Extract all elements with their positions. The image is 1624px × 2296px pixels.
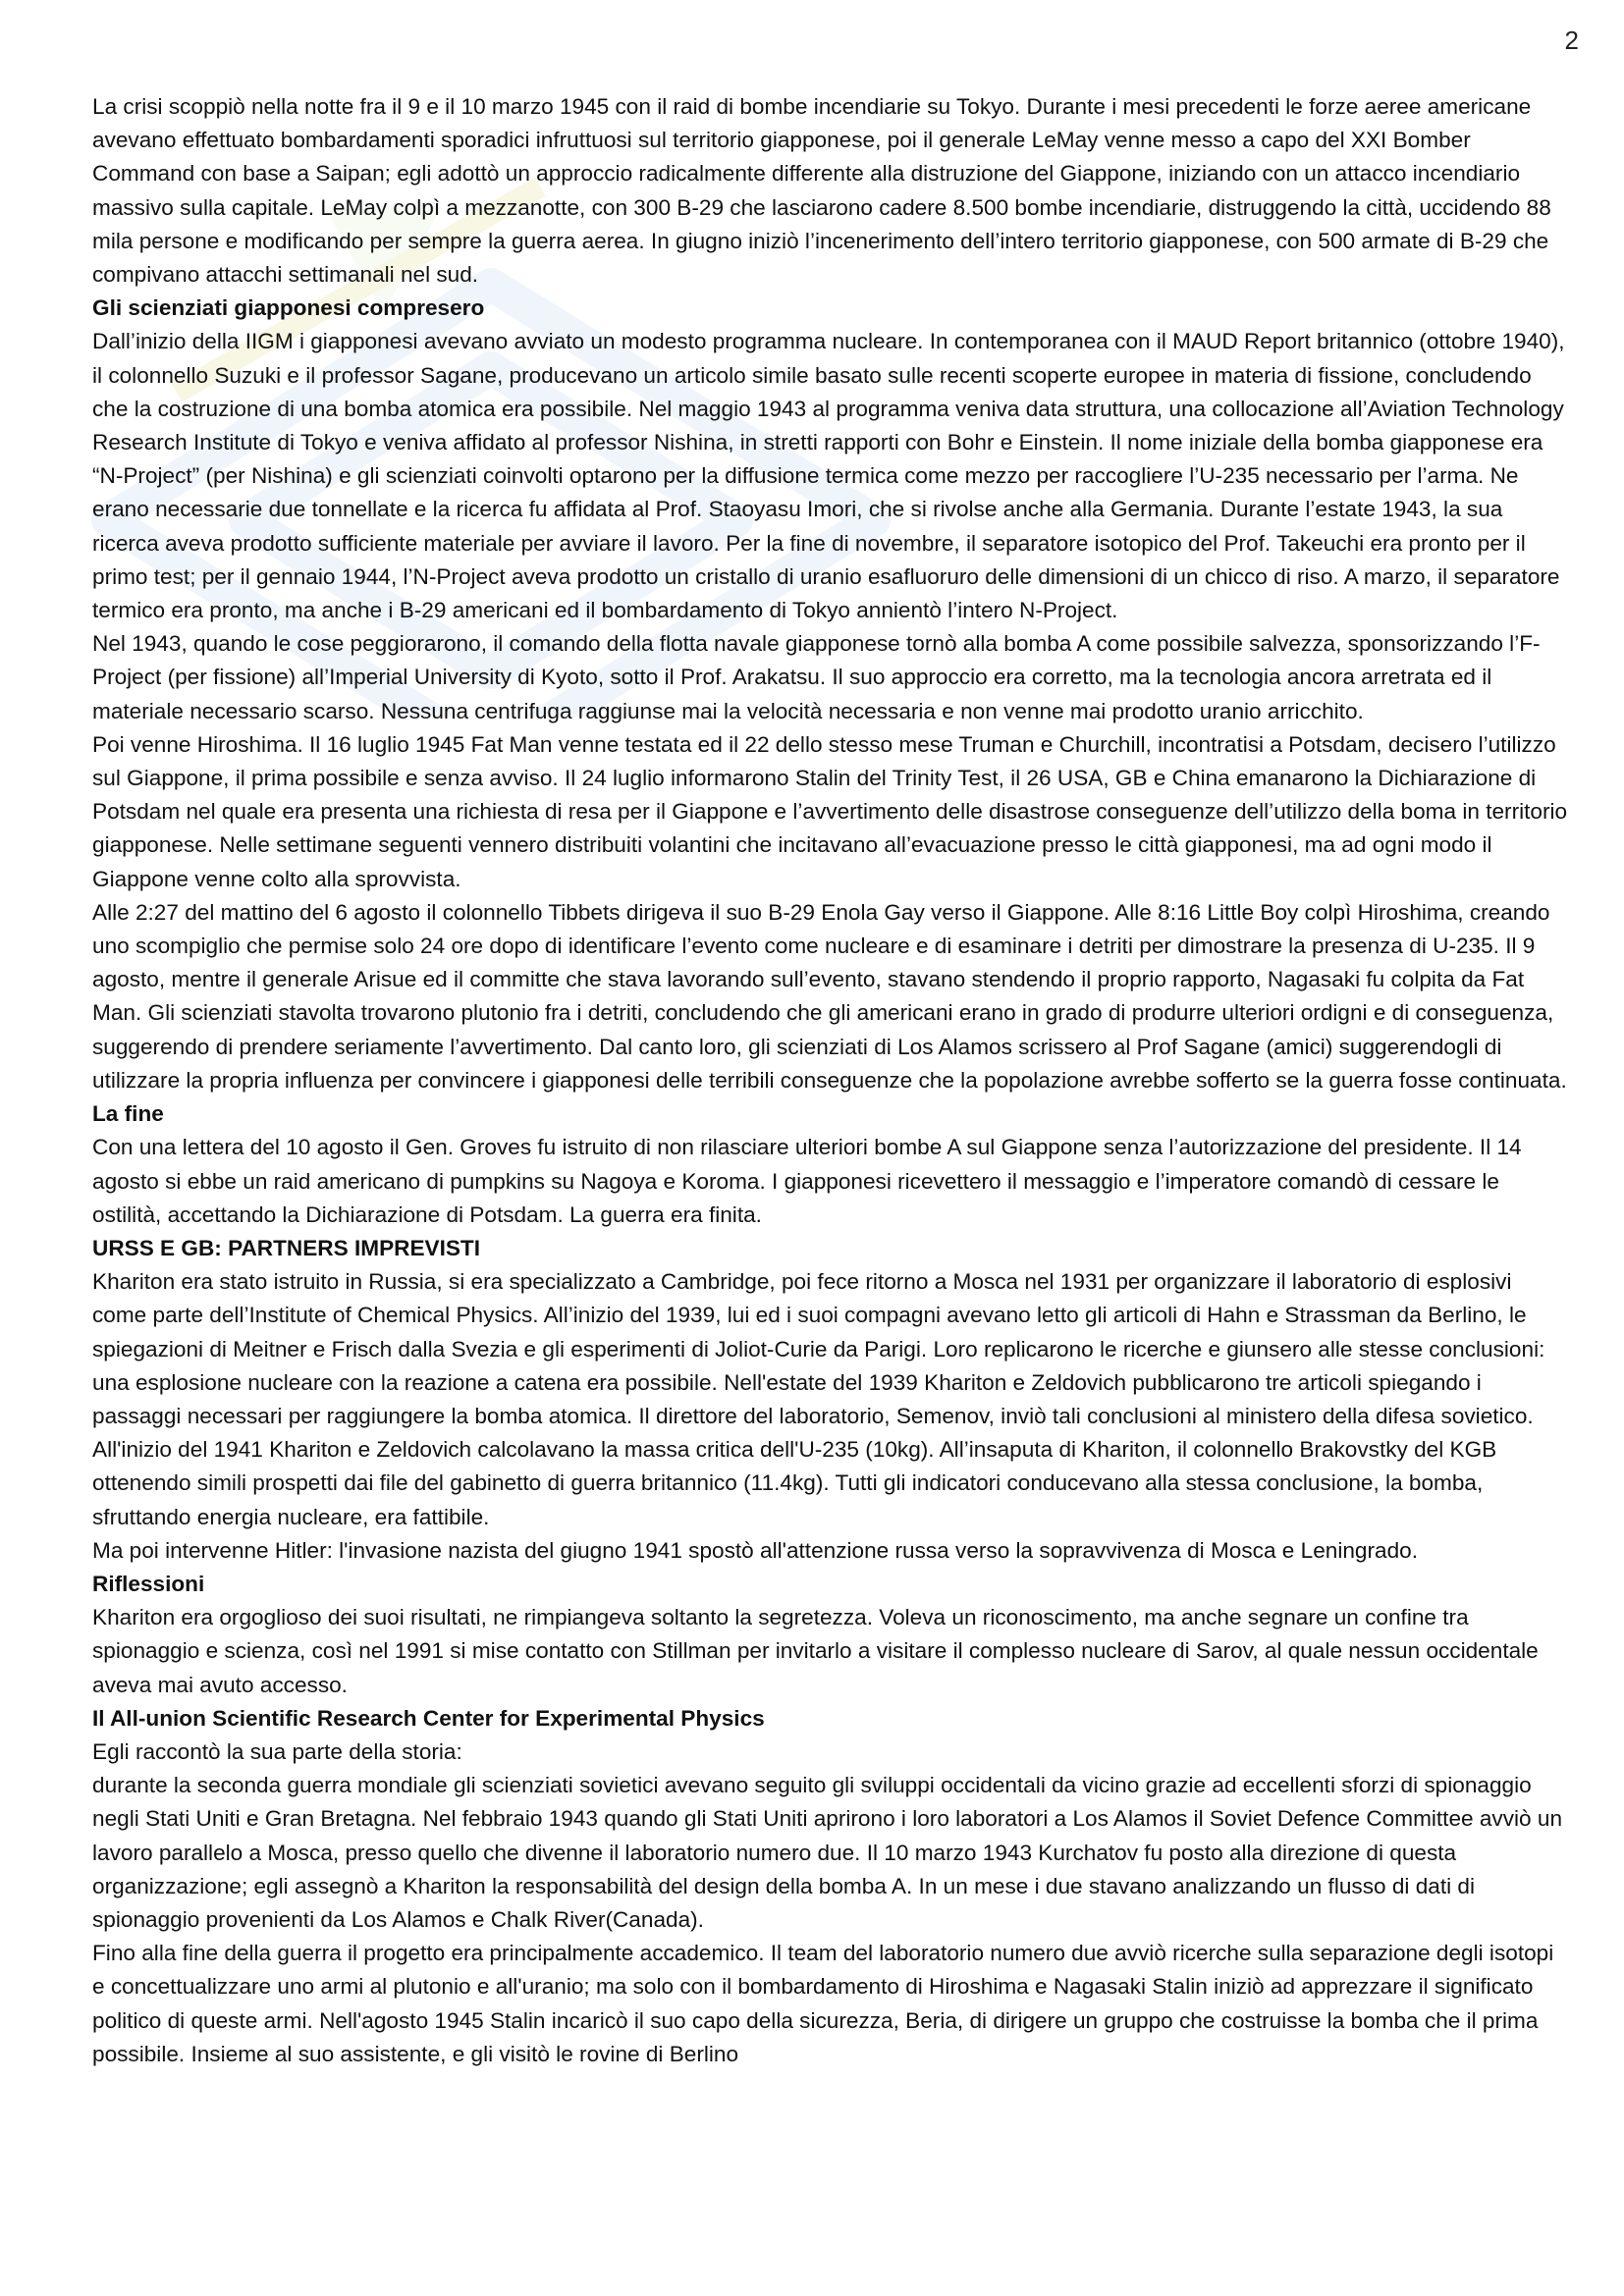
section-heading: La fine [92, 1101, 164, 1127]
paragraph: Fino alla fine della guerra il progetto era principalmente accademico. Il team del laboratorio numero due avviò ricerche sulla separazione degli isotopi e concettualizzare uno armi al plutonio e all'uranio; ma solo con il bombardamento di Hiroshima e Nagasaki Stalin iniziò ad apprezzare il significato politico di queste armi. Nell'agosto 1945 Stalin incaricò il suo capo della sicurezza, Beria, di dirigere un gruppo che costruisse la bomba che il prima possibile. Insieme al suo assistente, e gli visitò le rovine di Berlino [92, 1941, 1554, 2066]
paragraph: Egli raccontò la sua parte della storia: [92, 1738, 462, 1764]
paragraph: Alle 2:27 del mattino del 6 agosto il colonnello Tibbets dirigeva il suo B-29 Enola Gay verso il Giappone. Alle 8:16 Little Boy colpì Hiroshima, creando uno scompiglio che permise solo 24 ore dopo di identificare l’evento come nucleare e di esaminare i detriti per dimostrare la presenza di U-235. Il 9 agosto, mentre il generale Arisue ed il committe che stava lavorando sull’evento, stavano stendendo il proprio rapporto, Nagasaki fu colpita da Fat Man. Gli scienziati stavolta trovarono plutonio fra i detriti, concludendo che gli americani erano in grado di produrre ulteriori ordigni e di conseguenza, suggerendo di prendere seriamente l’avvertimento. Dal canto loro, gli scienziati di Los Alamos scrissero al Prof Sagane (amici) suggerendogli di utilizzare la propria influenza per convincere i giapponesi delle terribili conseguenze che la popolazione avrebbe sofferto se la guerra fosse continuata. [92, 899, 1567, 1093]
paragraph: Poi venne Hiroshima. Il 16 luglio 1945 Fat Man venne testata ed il 22 dello stesso mese Truman e Churchill, incontratisi a Potsdam, decisero l’utilizzo sul Giappone, il prima possibile e senza avviso. Il 24 luglio informarono Stalin del Trinity Test, il 26 USA, GB e China emanarono la Dichiarazione di Potsdam nel quale era presenta una richiesta di resa per il Giappone e l’avvertimento delle disastrose conseguenze dell’utilizzo della boma in territorio giapponese. Nelle settimane seguenti vennero distribuiti volantini che incitavano all’evacuazione presso le città giapponesi, ma ad ogni modo il Giappone venne colto alla sprovvista. [92, 731, 1568, 891]
paragraph: Khariton era stato istruito in Russia, si era specializzato a Cambridge, poi fece ritorno a Mosca nel 1931 per organizzare il laboratorio di esplosivi come parte dell’Institute of Chemical Physics. All’inizio del 1939, lui ed i suoi compagni avevano letto gli articoli di Hahn e Strassman da Berlino, le spiegazioni di Meitner e Frisch dalla Svezia e gli esperimenti di Joliot-Curie da Parigi. Loro replicarono le ricerche e giunsero alle stesse conclusioni: una esplosione nucleare con la reazione a catena era possibile. Nell'estate del 1939 Khariton e Zeldovich pubblicarono tre articoli spiegando i passaggi necessari per raggiungere la bomba atomica. Il direttore del laboratorio, Semenov, inviò tali conclusioni al ministero della difesa sovietico. All'inizio del 1941 Khariton e Zeldovich calcolavano la massa critica dell'U-235 (10kg). All’insaputa di Khariton, il colonnello Brakovstky del KGB ottenendo simili prospetti dai file del gabinetto di guerra britannico (11.4kg). Tutti gli indicatori conducevano alla stessa conclusione, la bomba, sfruttando energia nucleare, era fattibile. [92, 1269, 1545, 1529]
paragraph: durante la seconda guerra mondiale gli scienziati sovietici avevano seguito gli sviluppi occidentali da vicino grazie ad eccellenti sforzi di spionaggio negli Stati Uniti e Gran Bretagna. Nel febbraio 1943 quando gli Stati Uniti aprirono i loro laboratori a Los Alamos il Soviet Defence Committee avviò un lavoro parallelo a Mosca, presso quello che divenne il laboratorio numero due. Il 10 marzo 1943 Kurchatov fu posto alla direzione di questa organizzazione; egli assegnò a Khariton la responsabilità del design della bomba A. In un mese i due stavano analizzando un flusso di dati di spionaggio provenienti da Los Alamos e Chalk River(Canada). [92, 1773, 1563, 1932]
paragraph: Con una lettera del 10 agosto il Gen. Groves fu istruito di non rilasciare ulteriori bombe A sul Giappone senza l’autorizzazione del presidente. Il 14 agosto si ebbe un raid americano di pumpkins su Nagoya e Koroma. I giapponesi ricevettero il messaggio e l’imperatore comandò di cessare le ostilità, accettando la Dichiarazione di Potsdam. La guerra era finita. [92, 1135, 1522, 1227]
document-body [92, 90, 1571, 2071]
paragraph: La crisi scoppiò nella notte fra il 9 e il 10 marzo 1945 con il raid di bombe incendiarie su Tokyo. Durante i mesi precedenti le forze aeree americane avevano effettuato bombardamenti sporadici infruttuosi sul territorio giapponese, poi il generale LeMay venne messo a capo del XXI Bomber Command con base a Saipan; egli adottò un approccio radicalmente differente alla distruzione del Giappone, iniziando con un attacco incendiario massivo sulla capitale. LeMay colpì a mezzanotte, con 300 B-29 che lasciarono cadere 8.500 bombe incendiarie, distruggendo la città, uccidendo 88 mila persone e modificando per sempre la guerra aerea. In giugno iniziò l’incenerimento dell’intero territorio giapponese, con 500 armate di B-29 che compivano attacchi settimanali nel sud. [92, 94, 1551, 288]
section-heading: URSS E GB: PARTNERS IMPREVISTI [92, 1235, 481, 1260]
paragraph: Dall’inizio della IIGM i giapponesi avevano avviato un modesto programma nucleare. In contemporanea con il MAUD Report britannico (ottobre 1940), il colonnello Suzuki e il professor Sagane, producevano un articolo simile basato sulle recenti scoperte europee in materia di fissione, concludendo che la costruzione di una bomba atomica era possibile. Nel maggio 1943 al programma veniva data struttura, una collocazione all’Aviation Technology Research Institute di Tokyo e veniva affidato al professor Nishina, in stretti rapporti con Bohr e Einstein. Il nome iniziale della bomba giapponese era “N-Project” (per Nishina) e gli scienziati coinvolti optarono per la diffusione termica come mezzo per raccogliere l’U-235 necessario per l’arma. Ne erano necessarie due tonnellate e la ricerca fu affidata al Prof. Staoyasu Imori, che si rivolse anche alla Germania. Durante l’estate 1943, la sua ricerca aveva prodotto sufficiente materiale per avviare il lavoro. Per la fine di novembre, il separatore isotopico del Prof. Takeuchi era pronto per il primo test; per il gennaio 1944, l’N-Project aveva prodotto un cristallo di uranio esafluoruro delle dimensioni di un chicco di riso. A marzo, il separatore termico era pronto, ma anche i B-29 americani ed il bombardamento di Tokyo annientò l’intero N-Project. [92, 329, 1565, 623]
paragraph: Khariton era orgoglioso dei suoi risultati, ne rimpiangeva soltanto la segretezza. Voleva un riconoscimento, ma anche segnare un confine tra spionaggio e scienza, così nel 1991 si mise contatto con Stillman per invitarlo a visitare il complesso nucleare di Sarov, al quale nessun occidentale aveva mai avuto accesso. [92, 1605, 1539, 1697]
section-heading: Gli scienziati giapponesi compresero [92, 295, 485, 321]
section-heading: Il All-union Scientific Research Center for Experimental Physics [92, 1705, 765, 1731]
paragraph: Nel 1943, quando le cose peggiorarono, il comando della flotta navale giapponese tornò alla bomba A come possibile salvezza, sponsorizzando l’F-Project (per fissione) all’Imperial University di Kyoto, sotto il Prof. Arakatsu. Il suo approccio era corretto, ma la tecnologia ancora arretrata ed il materiale necessario scarso. Nessuna centrifuga raggiunse mai la velocità necessaria e non venne mai prodotto uranio arricchito. [92, 631, 1541, 723]
section-heading: Riflessioni [92, 1571, 205, 1596]
paragraph: Ma poi intervenne Hitler: l'invasione nazista del giugno 1941 spostò all'attenzione russa verso la sopravvivenza di Mosca e Leningrado. [92, 1537, 1418, 1563]
page-number: 2 [1564, 26, 1579, 55]
